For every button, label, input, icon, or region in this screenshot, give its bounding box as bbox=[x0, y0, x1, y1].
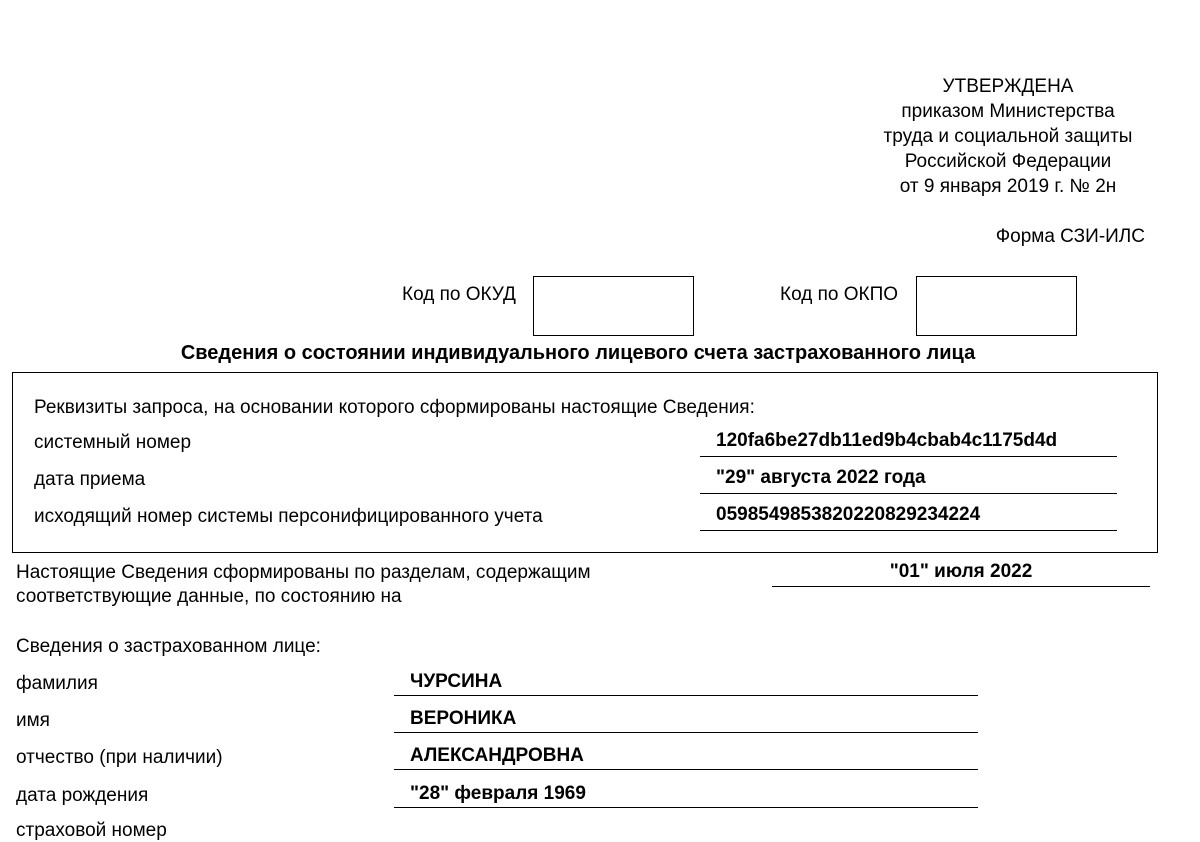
okud-label: Код по ОКУД bbox=[402, 284, 516, 305]
state-date-label-line-2: соответствующие данные, по состоянию на bbox=[16, 586, 402, 607]
okpo-code-box[interactable] bbox=[916, 276, 1077, 336]
surname-value: ЧУРСИНА bbox=[394, 671, 978, 696]
okud-code-box[interactable] bbox=[533, 276, 694, 336]
insured-heading: Сведения о застрахованном лице: bbox=[16, 636, 321, 657]
approval-stamp-block bbox=[850, 74, 1166, 199]
outgoing-number-label: исходящий номер системы персонифицированного учета bbox=[34, 506, 543, 527]
approval-line-4: Российской Федерации bbox=[904, 151, 1112, 172]
receipt-date-label: дата приема bbox=[34, 469, 146, 490]
system-number-value: 120fa6be27db11ed9b4cbab4c1175d4d bbox=[700, 430, 1117, 457]
document-title: Сведения о состоянии индивидуального лицевого счета застрахованного лица bbox=[180, 342, 976, 364]
name-value: ВЕРОНИКА bbox=[394, 708, 978, 733]
state-date-value: "01" июля 2022 bbox=[772, 560, 1150, 587]
patronymic-value: АЛЕКСАНДРОВНА bbox=[394, 745, 978, 770]
form-name: Форма СЗИ-ИЛС bbox=[995, 226, 1145, 247]
insurance-number-label: страховой номер bbox=[16, 820, 167, 841]
request-heading: Реквизиты запроса, на основании которого сформированы настоящие Сведения: bbox=[34, 397, 755, 418]
name-label: имя bbox=[16, 710, 50, 731]
outgoing-number-value: 0598549853820220829234224 bbox=[700, 504, 1117, 531]
approval-line-5: от 9 января 2019 г. № 2н bbox=[899, 176, 1117, 197]
system-number-label: системный номер bbox=[34, 432, 192, 453]
state-date-label-line-1: Настоящие Сведения сформированы по разделам, содержащим bbox=[16, 562, 591, 583]
patronymic-label: отчество (при наличии) bbox=[16, 747, 223, 768]
birth-date-label: дата рождения bbox=[16, 785, 149, 806]
approval-line-3: труда и социальной защиты bbox=[883, 126, 1133, 147]
receipt-date-value: "29" августа 2022 года bbox=[700, 467, 1117, 494]
approval-line-2: приказом Министерства bbox=[901, 101, 1115, 122]
okpo-label: Код по ОКПО bbox=[780, 284, 898, 305]
approval-line-1: УТВЕРЖДЕНА bbox=[942, 76, 1074, 97]
birth-date-value: "28" февраля 1969 bbox=[394, 783, 978, 808]
surname-label: фамилия bbox=[16, 673, 98, 694]
